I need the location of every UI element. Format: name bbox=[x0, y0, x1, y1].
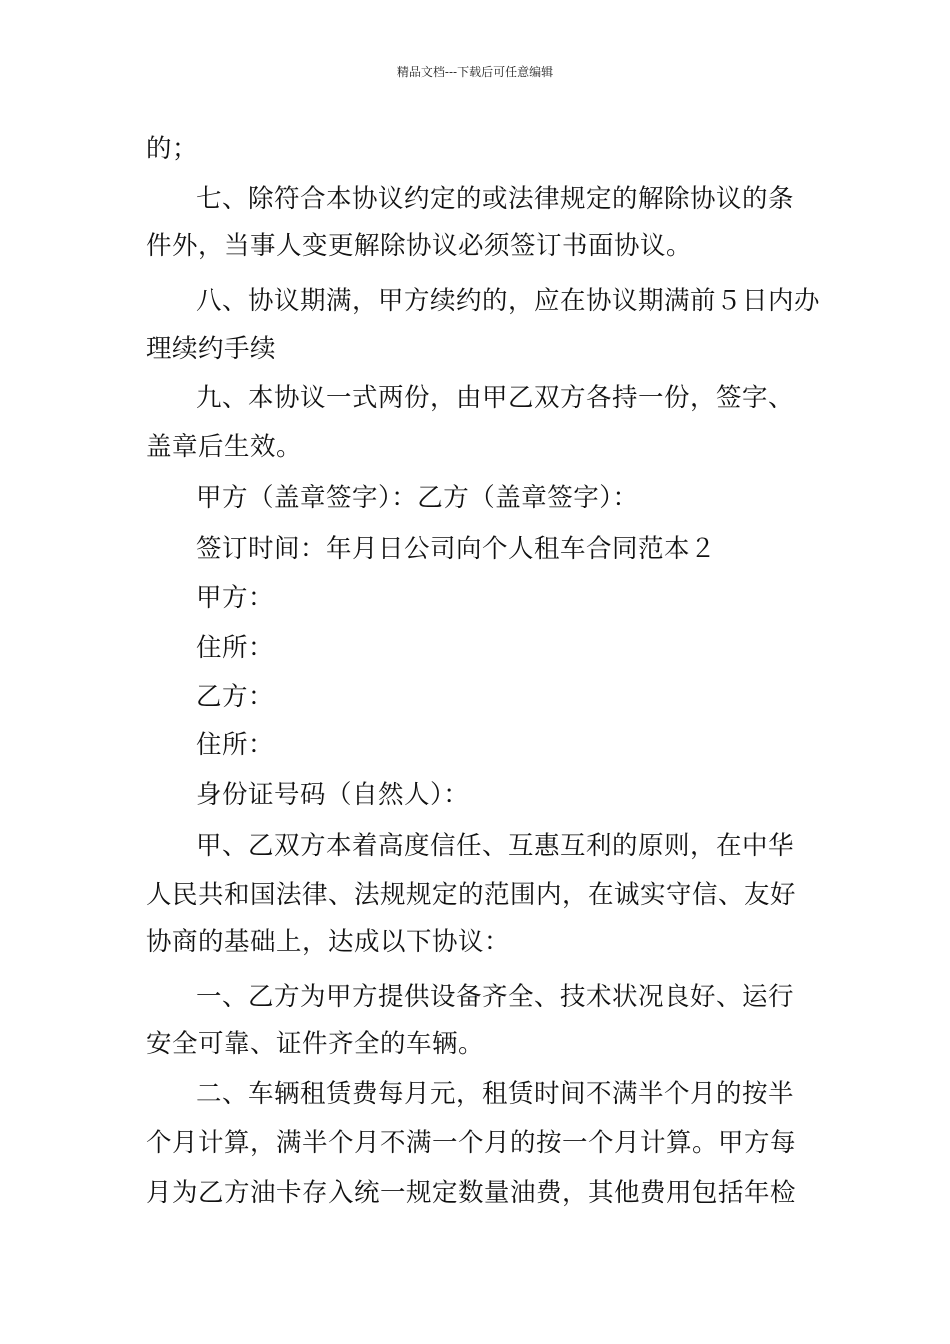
text-line: 月为乙方油卡存入统一规定数量油费，其他费用包括年检 bbox=[146, 1178, 797, 1208]
text-line: 理续约手续 bbox=[146, 334, 277, 364]
text-line: 乙方： bbox=[196, 682, 275, 712]
text-line: 协商的基础上，达成以下协议： bbox=[146, 927, 511, 957]
text-line: 件外，当事人变更解除协议必须签订书面协议。 bbox=[146, 231, 693, 261]
text-line: 二、车辆租赁费每月元，租赁时间不满半个月的按半 bbox=[196, 1079, 795, 1109]
text-line: 甲、乙双方本着高度信任、互惠互利的原则，在中华 bbox=[196, 831, 795, 861]
text-line: 签订时间：年月日公司向个人租车合同范本２ bbox=[196, 534, 717, 564]
text-line: 九、本协议一式两份，由甲乙双方各持一份，签字、 bbox=[196, 383, 795, 413]
text-line: 八、协议期满，甲方续约的，应在协议期满前５日内办 bbox=[196, 286, 821, 316]
page-header: 精品文档---下载后可任意编辑 bbox=[396, 65, 554, 79]
text-line: 住所： bbox=[196, 730, 275, 760]
text-line: 的； bbox=[146, 134, 199, 164]
text-line: 盖章后生效。 bbox=[146, 432, 303, 462]
text-line: 七、除符合本协议约定的或法律规定的解除协议的条 bbox=[196, 184, 795, 214]
text-line: 甲方： bbox=[196, 583, 275, 613]
text-line: 住所： bbox=[196, 633, 275, 663]
text-line: 安全可靠、证件齐全的车辆。 bbox=[146, 1029, 485, 1059]
text-line: 甲方（盖章签字）：乙方（盖章签字）： bbox=[196, 483, 639, 513]
text-line: 身份证号码（自然人）： bbox=[196, 780, 470, 810]
text-line: 人民共和国法律、法规规定的范围内，在诚实守信、友好 bbox=[146, 880, 797, 910]
text-line: 个月计算，满半个月不满一个月的按一个月计算。甲方每 bbox=[146, 1128, 797, 1158]
text-line: 一、乙方为甲方提供设备齐全、技术状况良好、运行 bbox=[196, 982, 795, 1012]
